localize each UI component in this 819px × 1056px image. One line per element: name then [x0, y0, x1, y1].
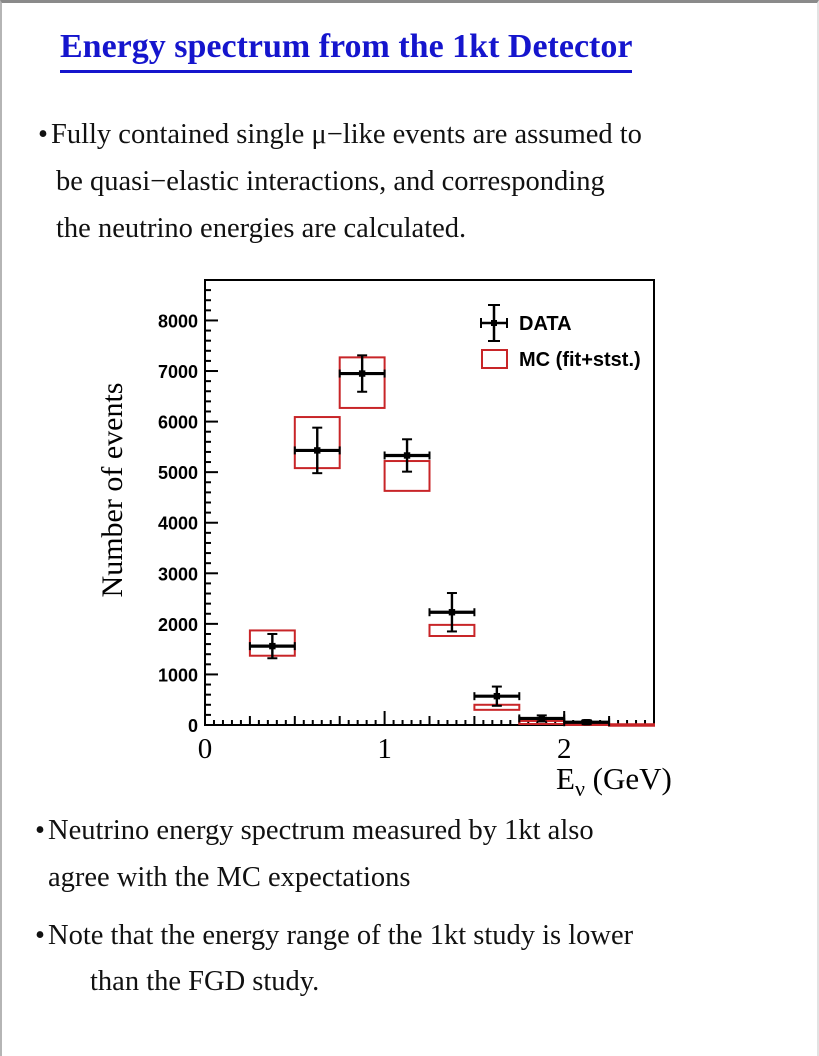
energy-spectrum-figure — [92, 258, 732, 808]
bullet-line: than the FGD study. — [90, 966, 320, 997]
bullet-marker: • — [38, 119, 48, 150]
y-axis — [158, 280, 218, 736]
y-tick-label: 5000 — [157, 463, 198, 484]
data-point — [359, 370, 365, 376]
data-point — [404, 452, 410, 458]
bullet-marker: • — [35, 920, 45, 951]
bullet-line: agree with the MC expectations — [48, 862, 411, 893]
x-axis-title: $E_\nu$ (GeV) — [556, 761, 672, 801]
legend-mc-label: MC (fit+stst.) — [519, 349, 641, 371]
y-tick-label: 4000 — [157, 513, 198, 534]
bullet-energy-range-note — [35, 913, 633, 1005]
bullet-line: Neutrino energy spectrum measured by 1kt also — [48, 815, 594, 846]
y-tick-label: 2000 — [157, 614, 198, 635]
data-point — [539, 715, 545, 721]
y-axis-title: Number of events — [96, 382, 129, 598]
y-tick-label: 8000 — [157, 311, 198, 332]
x-tick-label: 1 — [377, 733, 392, 765]
bullet-text — [51, 111, 642, 252]
data-series — [250, 355, 609, 726]
legend-mc-marker — [482, 350, 507, 368]
x-tick-label: 0 — [197, 733, 213, 765]
data-point — [449, 609, 455, 615]
data-point — [494, 693, 500, 699]
bullet-text — [48, 913, 633, 1005]
bullet-text — [48, 807, 594, 901]
data-point — [583, 719, 589, 725]
y-tick-label: 7000 — [157, 362, 198, 383]
bullet-assumption — [38, 111, 642, 252]
y-tick-label: 6000 — [157, 412, 198, 433]
legend-data-label: DATA — [519, 313, 572, 335]
bullet-line: Note that the energy range of the 1kt study is lower — [48, 920, 634, 951]
page-title: Energy spectrum from the 1kt Detector — [60, 27, 632, 73]
mc-box — [609, 724, 654, 726]
y-tick-label: 0 — [187, 716, 198, 736]
bullet-line: the neutrino energies are calculated. — [56, 213, 467, 244]
data-point — [269, 643, 275, 649]
bullet-line: Fully contained single μ−like events are assumed to — [51, 119, 642, 150]
y-tick-label: 3000 — [157, 564, 198, 585]
mc-series — [250, 357, 654, 725]
bullet-marker: • — [35, 815, 45, 846]
energy-spectrum-chart — [92, 258, 732, 808]
y-tick-label: 1000 — [157, 665, 198, 686]
data-point — [314, 447, 320, 453]
legend-data-marker — [491, 320, 497, 326]
x-tick-label: 2 — [556, 733, 572, 765]
bullet-line: be quasi−elastic interactions, and corresponding — [56, 166, 605, 197]
legend — [481, 305, 641, 371]
bullet-agreement — [35, 807, 594, 901]
